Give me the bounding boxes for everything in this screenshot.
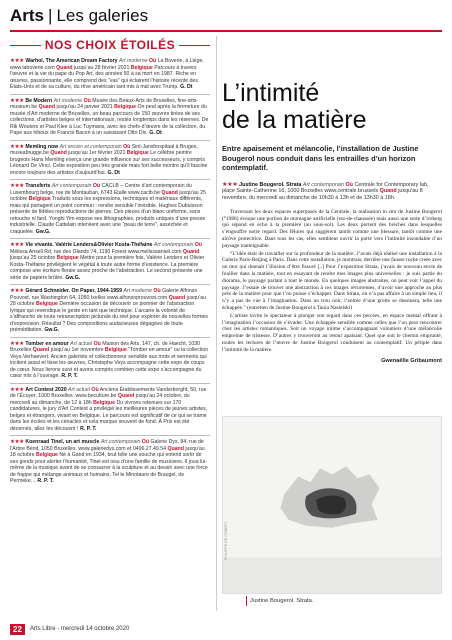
entry-category: Art actuel (70, 340, 93, 347)
entry-title: Warhol, The American Dream Factory (25, 58, 118, 64)
article-title-line-2: de la matière (222, 106, 367, 134)
entry-country-label: Belgique (130, 64, 153, 71)
photo-credit: PHILIPPE DE GOBERT (224, 521, 228, 560)
article-lead: Entre apaisement et mélancolie, l’installation de Justine Bougerol nous conduit dans les entrailles d’un horizon contemplatif. (222, 144, 419, 172)
entry-venue: Maison des Arts, 147, ch. de Haecht, 1030 Bruxelles (10, 340, 201, 353)
entry-text: Dernière occasion de découvrir ce pionnier de l’abstraction lyrique qui revendique le geste en tant que technique. L’arcane la volonté de s’affranchir de toute retranscription picturale du réel pour explorer de nouvelles formes d’expression. Résultat ? Des compositions audacieuses dégagées de toute préméditation. (10, 301, 208, 333)
entry-country-label: Belgique (126, 150, 149, 156)
entry-category: Art contemporain (51, 183, 92, 189)
entry-dates: jusqu’au 25 octobre (10, 255, 56, 261)
entry-category: Art moderne (123, 288, 152, 294)
rating-stars-icon: ★★★ (10, 288, 24, 294)
entry-dates: jusqu’au 28 février 2021 (74, 64, 130, 71)
info-dates: jusqu’au 8 novembre, du mercredi au dimanche de 10h30 à 13h et de 13h30 à 18h. (222, 188, 423, 202)
pick-entry (10, 98, 210, 141)
page-footer (10, 622, 442, 636)
entry-ou-label: Où (153, 288, 161, 294)
entry-ou-label: Où (91, 386, 99, 393)
entry-text: Du vivrons retenues sur 170 candidatures, le jury d’Art Contest a privilégié les meilleures pièces de jeunes artistes, belges et étrangers, vivant en Belgique. Le parcours est significatif de ce qui se trame dans les écoles et les cénacles et cela marque souvent de fond. À Prix est été décernés, allez les découvrir ! (10, 399, 208, 432)
entry-dates: jusqu’au 1er février 2021 (68, 150, 126, 156)
article-title (222, 80, 442, 134)
entry-country-label: Belgique (93, 399, 115, 406)
entry-venue: La Boverie, à Liège, www.laboverie.com (10, 58, 204, 71)
caption-marker (246, 596, 247, 606)
installation-image (223, 417, 441, 593)
entry-country-label: Belgique (35, 301, 58, 307)
rating-stars-icon: ★★★ (10, 183, 24, 189)
entry-category: Art contemporain (153, 242, 194, 248)
pick-entry (10, 183, 210, 239)
rating-stars-icon: ★★★ (10, 439, 24, 445)
entry-venue: Galerie Dys, 84, rue de l’Arbre Bénit, 1050 Bruxelles. www.galeriedys.com et 0496.27.49.54 (10, 439, 204, 452)
entry-text: Parcours à travers l’œuvre et la vie du pape du Pop Art, des années 50 à sa mort en 1987. Riche en œuvres, passionnante, elle comprend des “vas” qui éclairent l’histoire récente des États-Unis et de sa culture, du rêve américain tant mis à mal avec Trump. (10, 64, 198, 90)
entry-ou-label: Où (92, 183, 101, 189)
article-info (222, 182, 442, 202)
entry-ou-label: Où (141, 439, 149, 445)
entry-text: Traduits sous les expressions, techniques et matériaux différents, mais qui partagent un point commun : rendre sensible l’invisible. Hughes Dubuisson présente de fidèles reproductions de pierres. Des pièces d’un blanc uniforme, sans retouche ni fard. Yonghi Yim expose ses lithographies, produits uniques d’une presse industrielle. Claude Cattelain intervient avec une “peau de terre”, asséchée et craquelée. (10, 196, 206, 235)
entry-title: Gérard Schneider. On Paper, 1944-1959 (25, 288, 122, 294)
entry-country-label: Belgique (114, 104, 137, 110)
info-title: Justine Bougerol. Strata (239, 181, 302, 188)
entry-title: Transferts (25, 183, 51, 189)
entry-country-label: Belgique (28, 196, 51, 202)
info-ou-label: Où (345, 181, 353, 188)
entry-dates: jusqu’au 25 octobre (10, 189, 206, 202)
entry-quand-label: Quand (168, 294, 186, 301)
info-quand-label: Quand (379, 188, 397, 195)
entry-venue: CACLB – Centre d’art contemporain du Luxembourg belge, rue de Montauban, 6743 Étalle www.caclb.be (10, 183, 192, 196)
entry-category: Art actuel (68, 386, 90, 393)
entry-quand-label: Quand (117, 393, 135, 399)
entry-signature: G. Dt (107, 169, 120, 176)
picks-title-row (10, 36, 210, 54)
entry-dates: jusqu’au 24 octobre, du mercredi au dimanche, de 12 à 18h (10, 393, 190, 406)
entry-title: Vie vivante. Valérie Lenders&Olivier Kosta-Théfaine (25, 242, 153, 248)
entry-quand-label: Quand (50, 150, 67, 156)
rating-stars-icon: ★★★ (10, 97, 24, 104)
entry-venue: Sint-Janshospitaal à Bruges, museabrugge.be (10, 143, 198, 156)
pick-entry (10, 439, 210, 488)
section-subtitle: Les galeries (56, 6, 149, 25)
entry-country-label: Belgique (104, 347, 127, 353)
entry-text: On peut après la fermeture du musée d’Art moderne de Bruxelles, un beau parcours de 150 œuvres tirées de ses collections, d’artistes belges et internationaux, restés longtemps dans les réserves. De Rik Wouters et Paul Klee à Luc Tuymans, avec les chefs-d’œuvre de la collection, du Pape aux hiboux de Francis Bacon à un saisissant Otto Dix. (10, 104, 209, 136)
page-number: 22 (10, 624, 25, 635)
pick-entry (10, 288, 210, 338)
rating-stars-icon: ★★★ (10, 58, 24, 64)
entry-signature: R. P. T. (61, 373, 78, 379)
entry-text: Né à Gand en 1934, brut telle une souche qui entend sortir de ses gonds pour alerter l’humanité, Tinel est issu d’une famille de musiciens. Il joua lui-même de la musique avant de se consacrer à la sculpture et au dessin avec une force de frappe qui mélange animaux et humains. Tel le Minotaure de Braugel, de Permeke… (10, 452, 208, 484)
pick-entry (10, 58, 210, 95)
entry-quand-label: Quand (182, 248, 200, 255)
title-rule-right (179, 45, 210, 46)
section-title: Arts (10, 6, 45, 25)
entry-category: Art moderne (53, 97, 83, 104)
entry-signature: Gw.G. (35, 228, 51, 235)
entry-text: Le célèbre peintre brugeois Hans Memling exerça une grande influence sur ses successeurs, y compris Léonard De Vinci. Cette exposition peu très grande mais fort belle montre qu’il fascine encore toujours des artistes d’aujourd’hui. (10, 150, 208, 176)
section-separator: | (48, 6, 53, 25)
picks-column (10, 36, 210, 611)
photo-caption: Justine Bougerol. Strata. (250, 598, 314, 604)
article-body (222, 209, 442, 354)
section-header (10, 6, 442, 28)
entry-quand-label: Quand (38, 104, 55, 110)
entry-country-label: Belgique (56, 255, 79, 261)
entry-venue: Anciens Établissements Vanderborght, 50, rue de l’Écuyer, 1000 Bruxelles. www.beculture.be (10, 386, 207, 399)
info-venue: Centrale for Contemporary lab, place Sainte-Catherine 16, 1000 Bruxelles www.centrale.brussels (222, 181, 429, 195)
picks-list (10, 58, 210, 488)
entry-dates: jusqu’au 18 octobre (10, 445, 205, 458)
entry-dates: jusqu’au 24 janvier 2021 (56, 104, 113, 110)
entry-category: Art moderne (118, 58, 148, 64)
pick-entry (10, 341, 210, 384)
article-paragraph-1: Traversant les deux espaces superposés de la Centrale, la réalisation in situ de Justine Bougerol (°1988) évoque une portion de montagne artificielle (rez-de-chaussée) mais aussi une sorte d’iceberg qui répond en écho à la première (au sous-sol). Les deux portent des brèches dans lesquelles s’engouffre notre regard. Des fêlures qui suggèrent tantôt comme une blessure, tantôt comme une alcôve protectrice. Dans tous les cas, elles semblent ouvrir la porte vers l’intimité insondable d’un paysage inatteignable. (222, 208, 442, 249)
rating-stars-icon: ★★★ (10, 242, 24, 248)
title-rule-left (10, 45, 41, 46)
publication-line: Arts Libre - mercredi 14 octobre 2020 (29, 626, 130, 632)
entry-title: Art Contest 2020 (25, 386, 67, 393)
entry-dates: jusqu’au 1er novembre (50, 347, 104, 353)
entry-country-label: Belgique (35, 452, 58, 458)
info-category: Art contemporain (302, 181, 344, 188)
entry-text: “Tomber en amour” ou la collection Veys-Verhaevert. Ancien galeriste et collectionneur sensible aux mots et serments qui incitent aussi et tisse les œuvres, Christophe Veys accompagne cette expo de coups de cœur. Nous livrons suivi et avons compris combien cette expo s’accompagne du cœur mis à l’ouvrage. (10, 347, 209, 379)
entry-venue: Mélissa Ansell Rd, rue des Glands 74, 1190 Forest www.melissaansel.com (10, 248, 182, 255)
entry-title: Koenraad Tinel, un art muscle (25, 439, 100, 445)
header-rule (10, 30, 442, 32)
entry-signature: G. Dt (149, 130, 162, 136)
entry-ou-label: Où (123, 143, 131, 150)
entry-quand-label: Quand (32, 347, 50, 353)
entry-quand-label: Quand (161, 189, 178, 196)
entry-venue: Galerie Alfonso Pouvost, rue Washington 64, 1050 Ixelles www.alfonsoprouvost.com (10, 288, 198, 301)
artwork-photo (222, 416, 442, 594)
article-title-line-1: L’intimité (222, 79, 320, 107)
rating-stars-icon: ★★★ (10, 143, 24, 150)
picks-title: NOS CHOIX ÉTOILÉS (44, 38, 176, 52)
entry-title: Tomber en amour (25, 340, 69, 347)
entry-text: Mettre pour la première fois, Valérie Lenders et Olivier Kosta-Théfaine privilégient le végétal à toute autre forme d’existence. La première compose une écriture florale assez proche de l’abstraction. Le second présente une série de papiers brûlés. (10, 255, 205, 281)
article-paragraph-3: L’artiste invite le spectateur à plonger son regard dans ces percées, en espace mental offrant à l’imagination l’occasion de s’évader. Une échappée sensible comme celles que l’on peut rencontrer chez les artistes romantiques. Soit un voyage intime s’accompagnant volontiers d’une mélancolie empreinte de tristesse. D’autres y trouveront au retour apaisant. Quel que soit le chemin emprunté, toutes les lectures de l’œuvre de Justine Bougerol conduisent au contemplatif. Un périple dans l’intimité de la matière. (222, 312, 442, 353)
entry-signature: Gw.G. (65, 274, 81, 281)
entry-title: Be Modern (25, 97, 53, 104)
entry-ou-label: Où (83, 97, 91, 104)
entry-category: Art contemporain (100, 439, 141, 445)
pick-entry (10, 387, 210, 437)
entry-signature: R. P. T. (37, 478, 54, 484)
entry-venue: Musée des Beaux-Arts de Bruxelles, fine-arts-museum.be (10, 97, 199, 110)
pick-entry (10, 144, 210, 181)
rating-stars-icon: ★★★ (10, 386, 24, 393)
article-byline: Gwenaëlle Gribaumont (381, 357, 442, 364)
entry-quand-label: Quand (167, 445, 184, 452)
entry-signature: R. P. T. (80, 425, 97, 432)
entry-dates: jusqu’au 28 octobre (10, 294, 206, 307)
entry-category: Art ancien et contemporain (59, 143, 122, 150)
entry-quand-label: Quand (56, 64, 73, 71)
rating-stars-icon: ★★★ (222, 181, 238, 188)
rating-stars-icon: ★★★ (10, 340, 24, 347)
column-divider (216, 36, 217, 611)
entry-signature: Gw.G. (44, 327, 60, 333)
entry-ou-label: Où (93, 340, 101, 347)
article-paragraph-2: “L’idée était de travailler sur la profondeur de la matière. J’avais déjà réalisé une installation à la Galerie Paris-Beijing à Paris. Dans cette installation, je montrais, derrière une fausse roche creée avec un mur qui donnait l’illusion d’être fissuré [..] Pour l’exposition Strata, j’avais de nouveau envie de fouiller dans la matière, tout en essayant de rendre mes images plus universelles : je suis partie du diorama, le paysage parlant à tout le monde. En quelques images abstraites, on peut voir l’appel du paysage. J’essaie de trouver une abstraction à ces images récurrentes, d’avoir une approche au plus près de la matière pour que l’on puisse s’échapper. Dans Strata, on n’a pas affaire à un simple lieu, il n’y a pas de vue à l’imagination. Dans un trou noir, l’entrée d’une grotte se dessinera, telle une échappée.” (entretien de Justine Bougerol à Tania Nasielski) (222, 250, 442, 312)
entry-ou-label: Où (148, 58, 157, 64)
entry-ou-label: Où (194, 242, 203, 248)
pick-entry (10, 242, 210, 285)
entry-signature: G. Dt (180, 84, 193, 90)
entry-title: Memling now (25, 143, 59, 150)
